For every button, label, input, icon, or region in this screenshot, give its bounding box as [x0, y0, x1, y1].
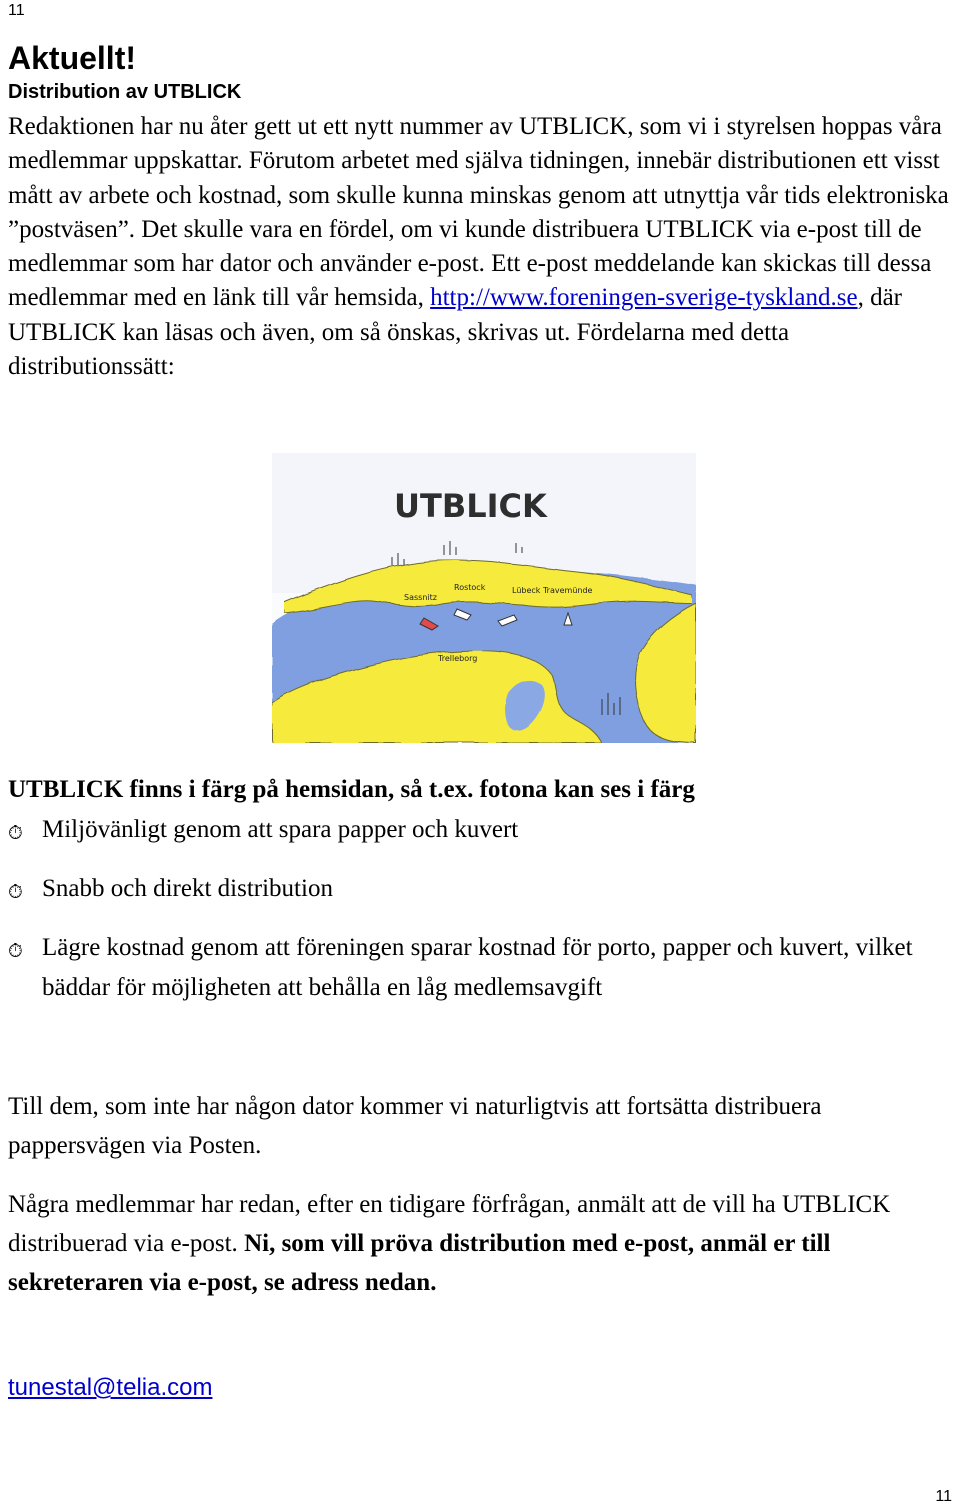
clock-icon: ⏱ — [8, 881, 23, 903]
bullet-text-3: Lägre kostnad genom att föreningen sparar kostnad för porto, papper och kuvert, vilket bäddar för möjligheten att behålla en låg medlemsavgift — [42, 934, 913, 1001]
label-lubeck: Lübeck Travemünde — [512, 586, 593, 595]
utblick-map-svg — [272, 453, 696, 743]
paragraph-final — [8, 1185, 958, 1302]
bullet-item-1 — [8, 810, 958, 853]
bullet-text-2: Snabb och direkt distribution — [42, 875, 333, 902]
email-link[interactable]: tunestal@telia.com — [8, 1374, 213, 1401]
intro-text-after-link: , där UTBLICK kan läsas och även, om så önskas, skrivas ut. Fördelarna med detta distributionssätt: — [8, 284, 902, 381]
page-heading: Aktuellt! — [8, 40, 136, 76]
paragraph-post: Till dem, som inte har någon dator kommer vi naturligtvis att fortsätta distribuera pappersvägen via Posten. — [8, 1093, 822, 1159]
page-number-top: 11 — [8, 2, 25, 19]
bullet-item-2 — [8, 869, 958, 912]
label-rostock: Rostock — [454, 583, 486, 592]
illustration-title: UTBLICK — [394, 487, 547, 525]
bullet-text-1: Miljövänligt genom att spara papper och kuvert — [42, 816, 519, 843]
label-sassnitz: Sassnitz — [404, 593, 437, 602]
clock-icon: ⏱ — [8, 822, 23, 844]
intro-text-before-link: Redaktionen har nu åter gett ut ett nytt nummer av UTBLICK, som vi i styrelsen hoppas våra medlemmar uppskattar. Förutom arbetet med själva tidningen, innebär distributionen ett visst mått av arbete och kostnad, som skulle kunna minskas genom att utnyttja vår tids elektroniska ”postväsen”. Det skulle vara en fördel, om vi kunde distribuera UTBLICK via e-post till de medlemmar som har dator och använder e-post. Ett e-post meddelande kan skickas till dessa medlemmar med en länk till vår hemsida, — [8, 113, 949, 312]
bullet-item-3 — [8, 928, 958, 1008]
illustration-caption: UTBLICK finns i färg på hemsidan, så t.ex. fotona kan ses i färg — [8, 776, 695, 803]
paragraph-final-bold: Ni, som vill pröva distribution med e-post, anmäl er till sekreteraren via e-post, se adress nedan. — [8, 1230, 831, 1296]
label-trelleborg: Trelleborg — [438, 654, 478, 663]
utblick-illustration — [272, 453, 696, 743]
intro-paragraph — [8, 110, 958, 384]
clock-icon: ⏱ — [8, 940, 23, 962]
article-subheading: Distribution av UTBLICK — [8, 81, 242, 103]
website-link[interactable]: http://www.foreningen-sverige-tyskland.se — [430, 284, 858, 312]
paragraph-final-normal: Några medlemmar har redan, efter en tidigare förfrågan, anmält att de vill ha UTBLICK distribuerad via e-post. — [8, 1191, 891, 1257]
page-number-bottom: 11 — [935, 1488, 952, 1505]
